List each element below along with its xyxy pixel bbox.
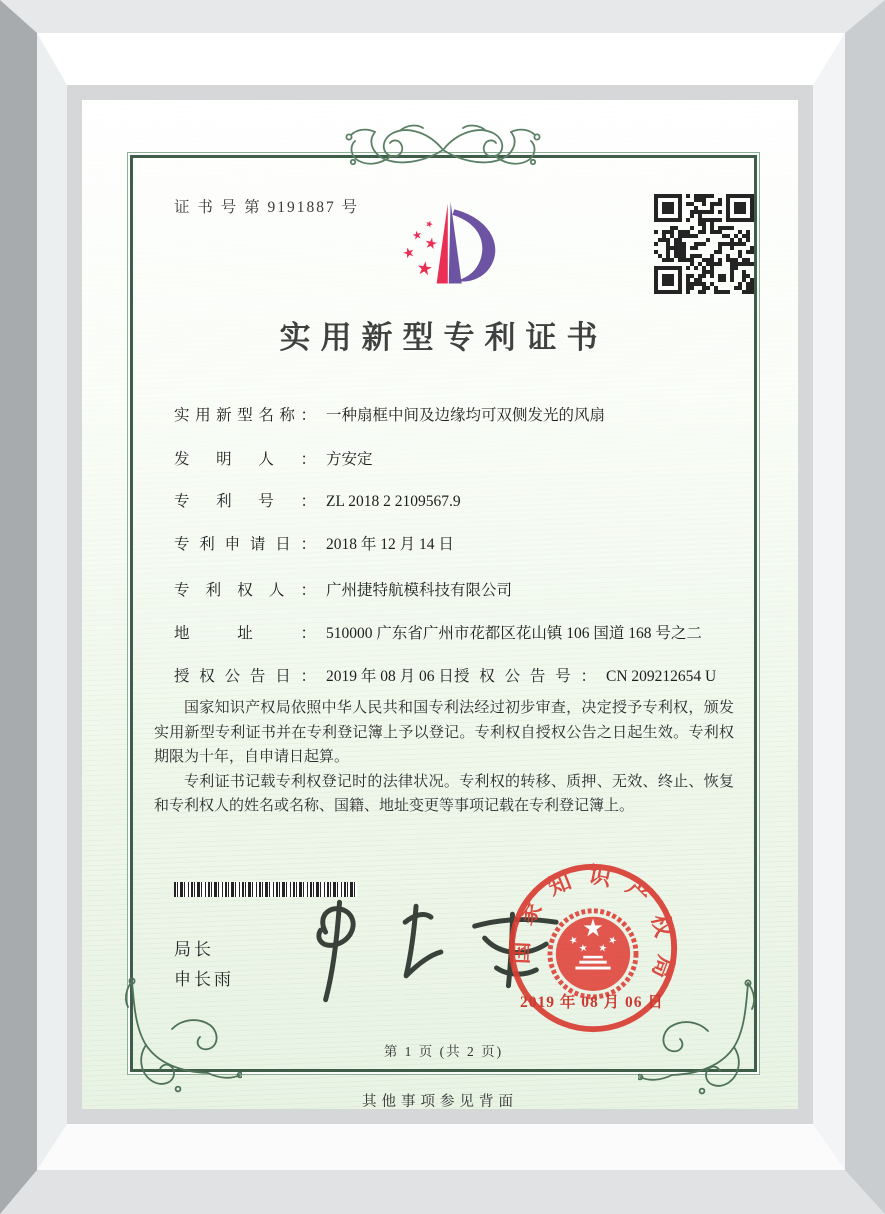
signer-block <box>174 935 234 995</box>
field-label: 发明人： <box>174 451 316 468</box>
field-value: 方安定 <box>326 451 373 468</box>
certificate-paper <box>82 100 798 1109</box>
field-grant-row <box>174 664 734 686</box>
field-label: 授权公告号： <box>454 668 596 685</box>
seal-text: 国家知识产权局 <box>507 861 680 996</box>
field-address <box>174 621 702 643</box>
field-label: 专利号： <box>174 493 316 510</box>
back-side-note: 其他事项参见背面 <box>362 1094 518 1110</box>
legal-text <box>154 696 734 819</box>
field-value: 一种扇框中间及边缘均可双侧发光的风扇 <box>326 407 606 424</box>
field-label: 地址： <box>174 625 316 642</box>
frame-inner-lip <box>37 33 845 1170</box>
field-label: 专利申请日： <box>174 536 316 553</box>
signer-title: 局长 <box>174 940 214 959</box>
field-label: 实用新型名称： <box>174 407 316 424</box>
mat-board <box>67 85 813 1124</box>
cnipa-logo-icon <box>380 186 510 304</box>
certificate-number: 证 书 号 第 9191887 号 <box>174 199 360 216</box>
field-value: 510000 广东省广州市花都区花山镇 106 国道 168 号之二 <box>326 625 702 642</box>
field-value: 广州捷特航模科技有限公司 <box>326 582 513 599</box>
field-value: CN 209212654 U <box>606 668 717 685</box>
field-value: ZL 2018 2 2109567.9 <box>326 493 461 510</box>
field-patentee <box>174 578 512 600</box>
field-utility-model-name <box>174 403 605 425</box>
certificate-title: 实用新型专利证书 <box>279 320 608 355</box>
legal-paragraph-1: 国家知识产权局依照中华人民共和国专利法经过初步审查，决定授予专利权，颁发实用新型专利证书并在专利登记簿上予以登记。专利权自授权公告之日起生效。专利权期限为十年，自申请日起算。 <box>154 700 734 765</box>
field-value: 2019 年 08 月 06 日 <box>326 668 454 685</box>
seal-date: 2019 年 08 月 06 日 <box>520 994 664 1011</box>
field-filing-date <box>174 532 454 554</box>
field-label: 授权公告日： <box>174 668 316 685</box>
qr-code <box>654 194 754 294</box>
field-grant-number <box>454 664 716 686</box>
national-emblem-icon <box>550 911 636 997</box>
signer-name: 申长雨 <box>174 970 234 989</box>
page-number: 第 1 页 (共 2 页) <box>383 1044 504 1059</box>
field-label: 专利权人： <box>174 582 316 599</box>
field-value: 2018 年 12 月 14 日 <box>326 536 454 553</box>
legal-paragraph-2: 专利证书记载专利权登记时的法律状况。专利权的转移、质押、无效、终止、恢复和专利权人的姓名或名称、国籍、地址变更等事项记载在专利登记簿上。 <box>154 773 734 814</box>
top-flourish-ornament <box>333 120 553 174</box>
field-inventor <box>174 447 373 469</box>
field-patent-number <box>174 489 461 511</box>
